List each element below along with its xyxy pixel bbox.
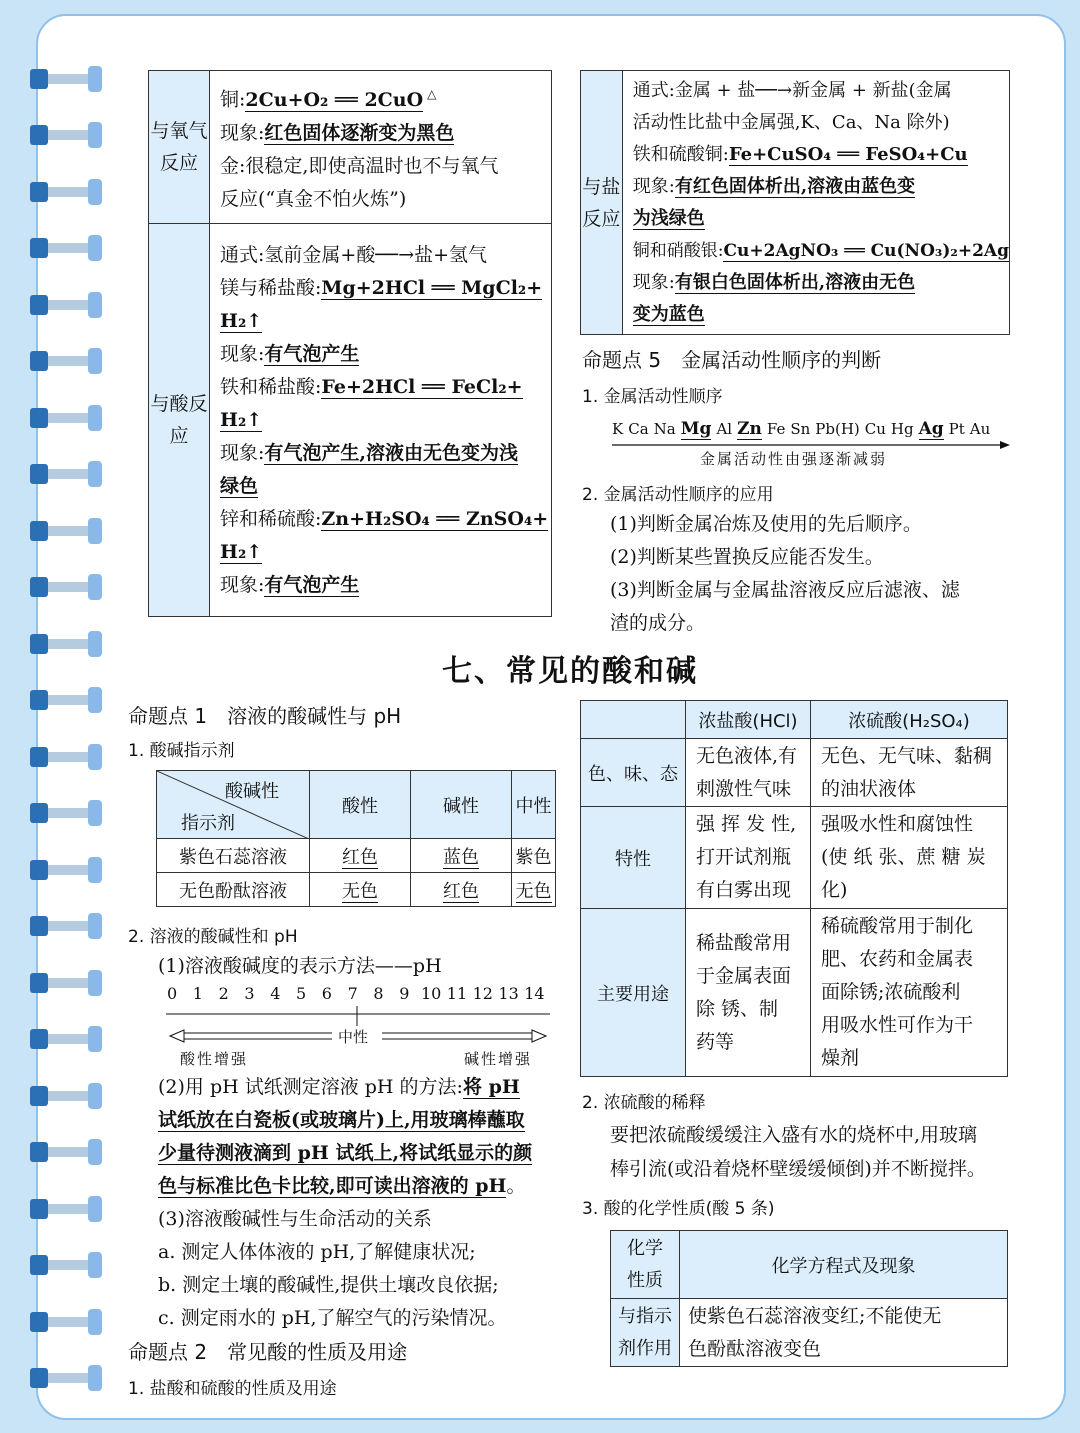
- spiral-ring: [30, 1309, 94, 1335]
- header-hcl: 浓盐酸(HCl): [686, 701, 811, 739]
- spiral-ring: [30, 405, 94, 431]
- spiral-ring: [30, 1026, 94, 1052]
- cu-agno3-phenomenon: 现象:有银白色固体析出,溶液由无色: [632, 271, 916, 293]
- fe-phenomenon: 现象:有气泡产生,溶液由无色变为浅: [220, 441, 519, 464]
- activity-caption: 金属活动性由强逐渐减弱: [700, 450, 888, 468]
- metal-symbol: Sn: [790, 420, 811, 438]
- ph-scale: [162, 984, 554, 1072]
- hcl-property: 强 挥 发 性, 打开试剂瓶 有白雾出现: [686, 807, 811, 909]
- metal-symbol: Al: [716, 420, 733, 438]
- ph-neutral-label: 中性: [338, 1028, 369, 1046]
- metal-symbol: Ag: [918, 419, 944, 439]
- acid-props-item: 3. 酸的化学性质(酸 5 条): [582, 1199, 775, 1219]
- ph-tick: 14: [524, 984, 545, 1003]
- row-usage: 主要用途: [581, 909, 686, 1077]
- spiral-ring: [30, 348, 94, 374]
- spiral-ring: [30, 1252, 94, 1278]
- dilution-text: [610, 1118, 986, 1186]
- spiral-ring: [30, 461, 94, 487]
- cu-o2-line: 铜:2Cu+O₂ ══ 2CuO △: [220, 87, 437, 111]
- spiral-ring: [30, 913, 94, 939]
- indicator-row-text: 使紫色石蕊溶液变红;不能使无 色酚酞溶液变色: [680, 1299, 1008, 1367]
- metal-symbol: Hg: [890, 420, 914, 438]
- metal-symbol: Na: [653, 420, 676, 438]
- row-label-acid: 与酸反应: [149, 224, 210, 617]
- phenol-base: 红色: [443, 880, 479, 902]
- header-basic: 碱性: [411, 771, 512, 839]
- spiral-ring: [30, 1196, 94, 1222]
- spiral-ring: [30, 518, 94, 544]
- chem-header-left: 化学 性质: [611, 1231, 680, 1299]
- header-h2so4: 浓硫酸(H₂SO₄): [811, 701, 1008, 739]
- metal-symbol: Zn: [737, 419, 762, 439]
- app-3: (3)判断金属与金属盐溶液反应后滤液、滤: [610, 579, 960, 601]
- ph-tick: 8: [373, 984, 384, 1003]
- point1-sub1: (1)溶液酸碱度的表示方法——pH: [158, 955, 442, 977]
- phenol-neutral: 无色: [515, 880, 552, 902]
- metal-reaction-table-right: [580, 70, 1010, 335]
- sub3-a: a. 测定人体体液的 pH,了解健康状况;: [158, 1241, 476, 1263]
- activity-series-metals: [612, 416, 1012, 442]
- h2so4-property: 强吸水性和腐蚀性 (使 纸 张、蔗 糖 炭 化): [811, 807, 1008, 909]
- activity-series: [612, 416, 1012, 472]
- corner-top: 酸碱性: [225, 781, 279, 802]
- metal-symbol: Fe: [766, 420, 786, 438]
- zn-phenomenon: 现象:有气泡产生: [220, 573, 360, 596]
- ph-tick: 5: [296, 984, 307, 1003]
- fe-cuso4-line: 铁和硫酸铜:Fe+CuSO₄ ══ FeSO₄+Cu: [632, 143, 968, 165]
- corner-bottom: 指示剂: [181, 813, 235, 834]
- ph-tick: 6: [321, 984, 332, 1003]
- sub2-line-1: (2)用 pH 试纸测定溶液 pH 的方法:将 pH: [158, 1076, 520, 1098]
- point2-title: 命题点 2 常见酸的性质及用途: [128, 1340, 408, 1364]
- gold-note: 金:很稳定,即使高温时也不与氧气: [220, 154, 499, 177]
- point5-item1: 1. 金属活动性顺序: [582, 387, 723, 407]
- section-title: 七、常见的酸和碱: [442, 654, 698, 689]
- ph-tick-labels: [162, 984, 554, 1006]
- fe-phenomenon-2: 绿色: [220, 474, 259, 497]
- ph-tick: 7: [347, 984, 358, 1003]
- spiral-ring: [30, 122, 94, 148]
- litmus-acid: 红色: [342, 846, 378, 868]
- spiral-ring: [30, 574, 94, 600]
- sub2-line-3: 少量待测液滴到 pH 试纸上,将试纸显示的颜: [158, 1142, 533, 1164]
- cu-phenomenon: 现象:红色固体逐渐变为黑色: [220, 121, 455, 144]
- ph-tick: 9: [399, 984, 410, 1003]
- fe-cuso4-phenomenon-2: 为浅绿色: [632, 207, 705, 229]
- metal-symbol: K: [612, 420, 624, 438]
- point1-item2: 2. 溶液的酸碱性和 pH: [128, 927, 298, 947]
- h2so4-appearance: 无色、无气味、黏稠 的油状液体: [811, 739, 1008, 807]
- ph-tick: 0: [167, 984, 178, 1003]
- phenol-acid: 无色: [342, 880, 378, 902]
- dilution-line-1: 要把浓硫酸缓缓注入盛有水的烧杯中,用玻璃: [610, 1124, 978, 1146]
- spiral-ring: [30, 1365, 94, 1391]
- row-label-salt: 与盐反应: [581, 71, 623, 335]
- metal-symbol: Pb(H): [815, 420, 860, 438]
- cu-agno3-phenomenon-2: 变为蓝色: [632, 303, 705, 325]
- zn-line-2: H₂↑: [220, 540, 263, 563]
- mg-line: 镁与稀盐酸:Mg+2HCl ══ MgCl₂+: [220, 276, 543, 299]
- ph-tick: 2: [218, 984, 229, 1003]
- spiral-ring: [30, 235, 94, 261]
- litmus-base: 蓝色: [443, 846, 479, 868]
- phenol-name: 无色酚酞溶液: [157, 873, 310, 907]
- fe-line: 铁和稀盐酸:Fe+2HCl ══ FeCl₂+: [220, 375, 523, 398]
- app-1: (1)判断金属冶炼及使用的先后顺序。: [610, 513, 922, 535]
- point5-item2: 2. 金属活动性顺序的应用: [582, 485, 774, 505]
- metal-symbol: Mg: [680, 419, 712, 439]
- sub3-title: (3)溶液酸碱性与生命活动的关系: [158, 1208, 432, 1230]
- spiral-ring: [30, 292, 94, 318]
- ph-tick: 11: [446, 984, 468, 1003]
- spiral-ring: [30, 970, 94, 996]
- dilution-item: 2. 浓硫酸的稀释: [582, 1093, 706, 1113]
- spiral-ring: [30, 1083, 94, 1109]
- spiral-ring: [30, 744, 94, 770]
- acid-general: 通式:氢前金属+酸──→盐+氢气: [220, 243, 488, 266]
- ph-tick: 4: [270, 984, 281, 1003]
- cu-agno3-line: 铜和硝酸银:Cu+2AgNO₃ ══ Cu(NO₃)₂+2Ag: [632, 240, 1009, 261]
- metal-symbol: Cu: [864, 420, 886, 438]
- fe-line-2: H₂↑: [220, 408, 263, 431]
- h2so4-usage: 稀硫酸常用于制化 肥、农药和金属表 面除锈;浓硫酸利 用吸水性可作为干 燥剂: [811, 909, 1008, 1077]
- fe-cuso4-phenomenon: 现象:有红色固体析出,溶液由蓝色变: [632, 175, 916, 197]
- chem-header-right: 化学方程式及现象: [680, 1231, 1008, 1299]
- litmus-name: 紫色石蕊溶液: [157, 839, 310, 873]
- dilution-line-2: 棒引流(或沿着烧杯壁缓缓倾倒)并不断搅拌。: [610, 1158, 986, 1180]
- ph-base-label: 碱性增强: [464, 1050, 533, 1068]
- gold-note-2: 反应(“真金不怕火炼”): [220, 187, 407, 210]
- app-2: (2)判断某些置换反应能否发生。: [610, 546, 884, 568]
- acid-table-corner: [581, 701, 686, 739]
- metal-symbol: Ca: [628, 420, 649, 438]
- sub2-line-4: 色与标准比色卡比较,即可读出溶液的 pH。: [158, 1175, 526, 1197]
- ph-tick: 1: [192, 984, 203, 1003]
- app-3-cont: 渣的成分。: [610, 612, 706, 634]
- point5-apps: [610, 508, 960, 640]
- sub3-c: c. 测定雨水的 pH,了解空气的污染情况。: [158, 1307, 507, 1329]
- indicator-corner: [157, 771, 310, 839]
- point1-sub2: [158, 1071, 532, 1335]
- spiral-ring: [30, 857, 94, 883]
- sub3-b: b. 测定土壤的酸碱性,提供土壤改良依据;: [158, 1274, 499, 1296]
- hcl-appearance: 无色液体,有 刺激性气味: [686, 739, 811, 807]
- ph-tick: 12: [472, 984, 493, 1003]
- litmus-neutral: 紫色: [512, 839, 556, 873]
- spiral-ring: [30, 66, 94, 92]
- spiral-ring: [30, 800, 94, 826]
- acid-reaction-cell: [210, 224, 552, 617]
- ph-acid-label: 酸性增强: [180, 1050, 249, 1068]
- metal-reaction-table-left: [148, 70, 552, 617]
- point2-item1: 1. 盐酸和硫酸的性质及用途: [128, 1379, 337, 1399]
- spiral-ring: [30, 1139, 94, 1165]
- mg-line-2: H₂↑: [220, 309, 263, 332]
- oxygen-reaction-cell: [210, 71, 552, 224]
- row-color-smell: 色、味、态: [581, 739, 686, 807]
- mg-phenomenon: 现象:有气泡产生: [220, 342, 360, 365]
- metal-symbol: Au: [969, 420, 991, 438]
- salt-reaction-cell: [622, 71, 1009, 335]
- salt-general: 通式:金属 + 盐──→新金属 + 新盐(金属: [632, 79, 952, 101]
- point1-item1: 1. 酸碱指示剂: [128, 741, 235, 761]
- point1-title: 命题点 1 溶液的酸碱性与 pH: [128, 704, 402, 728]
- row-property: 特性: [581, 807, 686, 909]
- acid-property-table: [580, 700, 1008, 1077]
- point5-title: 命题点 5 金属活动性顺序的判断: [582, 348, 882, 372]
- spiral-ring: [30, 687, 94, 713]
- header-neutral: 中性: [512, 771, 556, 839]
- metal-symbol: Pt: [948, 420, 965, 438]
- ph-tick: 3: [244, 984, 255, 1003]
- ph-tick: 10: [421, 984, 442, 1003]
- salt-general-2: 活动性比盐中金属强,K、Ca、Na 除外): [632, 111, 950, 133]
- indicator-table: [156, 770, 556, 907]
- indicator-row-label: 与指示 剂作用: [611, 1299, 680, 1367]
- sub2-line-2: 试纸放在白瓷板(或玻璃片)上,用玻璃棒蘸取: [158, 1109, 525, 1131]
- row-label-oxygen: 与氧气反应: [149, 71, 210, 224]
- hcl-usage: 稀盐酸常用 于金属表面 除 锈、制 药等: [686, 909, 811, 1077]
- spiral-ring: [30, 179, 94, 205]
- zn-line: 锌和稀硫酸:Zn+H₂SO₄ ══ ZnSO₄+: [220, 507, 549, 530]
- acid-chem-table: [610, 1230, 1008, 1367]
- ph-tick: 13: [498, 984, 519, 1003]
- header-acidic: 酸性: [310, 771, 411, 839]
